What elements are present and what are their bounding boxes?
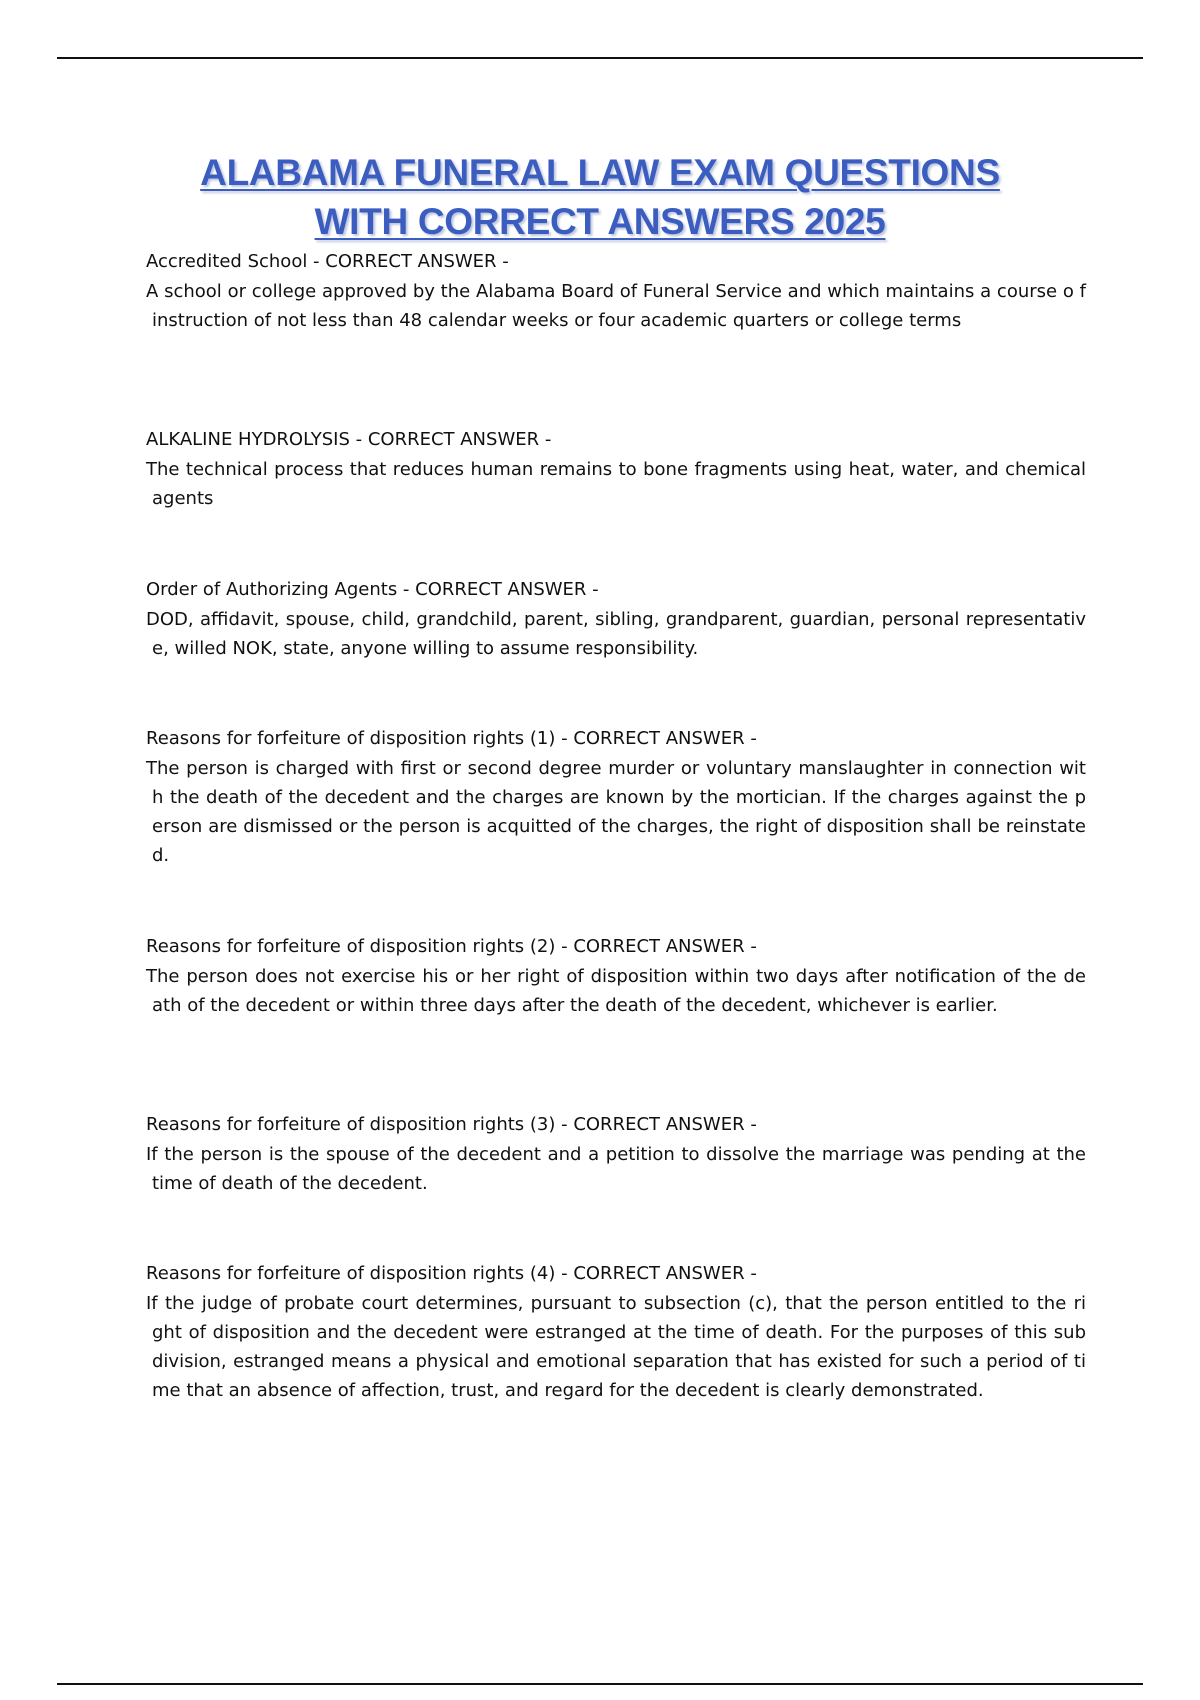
answer-text: If the person is the spouse of the decedent and a petition to dissolve the marriage was pending at the time of death of the decedent. bbox=[146, 1144, 1086, 1194]
answer-text: DOD, affidavit, spouse, child, grandchild, parent, sibling, grandparent, guardian, personal representativ e, willed NOK, state, anyone willing to assume responsibility. bbox=[146, 609, 1086, 659]
qa-entry-accredited-school bbox=[146, 248, 1086, 335]
question-text: Accredited School - CORRECT ANSWER - bbox=[146, 251, 509, 272]
title-line-2: WITH CORRECT ANSWERS 2025 bbox=[314, 201, 886, 242]
question-text: Reasons for forfeiture of disposition rights (2) - CORRECT ANSWER - bbox=[146, 936, 757, 957]
qa-entry-forfeiture-3 bbox=[146, 1111, 1086, 1198]
bottom-rule bbox=[57, 1683, 1143, 1685]
question-text: Reasons for forfeiture of disposition rights (3) - CORRECT ANSWER - bbox=[146, 1114, 757, 1135]
question-text: Reasons for forfeiture of disposition rights (4) - CORRECT ANSWER - bbox=[146, 1263, 757, 1284]
document-title bbox=[0, 148, 1200, 246]
top-rule bbox=[57, 57, 1143, 59]
answer-text: The person is charged with first or second degree murder or voluntary manslaughter in connection wit h the death of the decedent and the charges are known by the mortician. If the charges against the p erson are dismissed or the person is acquitted of the charges, the right of disposition shall be reinstate d. bbox=[146, 758, 1086, 866]
qa-entry-alkaline-hydrolysis bbox=[146, 426, 1086, 513]
qa-entry-authorizing-agents bbox=[146, 576, 1086, 663]
qa-entry-forfeiture-1 bbox=[146, 725, 1086, 870]
qa-entry-forfeiture-2 bbox=[146, 933, 1086, 1020]
answer-text: If the judge of probate court determines, pursuant to subsection (c), that the person entitled to the ri ght of disposition and the decedent were estranged at the time of death. For the purposes of this sub division, estranged means a physical and emotional separation that has existed for such a period of ti me that an absence of affection, trust, and regard for the decedent is clearly demonstrated. bbox=[146, 1293, 1086, 1401]
question-text: Order of Authorizing Agents - CORRECT ANSWER - bbox=[146, 579, 599, 600]
title-line-1: ALABAMA FUNERAL LAW EXAM QUESTIONS bbox=[200, 152, 1000, 193]
question-text: Reasons for forfeiture of disposition rights (1) - CORRECT ANSWER - bbox=[146, 728, 757, 749]
answer-text: The technical process that reduces human remains to bone fragments using heat, water, and chemical agents bbox=[146, 459, 1086, 509]
question-text: ALKALINE HYDROLYSIS - CORRECT ANSWER - bbox=[146, 429, 552, 450]
qa-entry-forfeiture-4 bbox=[146, 1260, 1086, 1405]
answer-text: A school or college approved by the Alabama Board of Funeral Service and which maintains a course o f instruction of not less than 48 calendar weeks or four academic quarters or college terms bbox=[146, 281, 1086, 331]
answer-text: The person does not exercise his or her right of disposition within two days after notification of the de ath of the decedent or within three days after the death of the decedent, whichever is earlier. bbox=[146, 966, 1086, 1016]
